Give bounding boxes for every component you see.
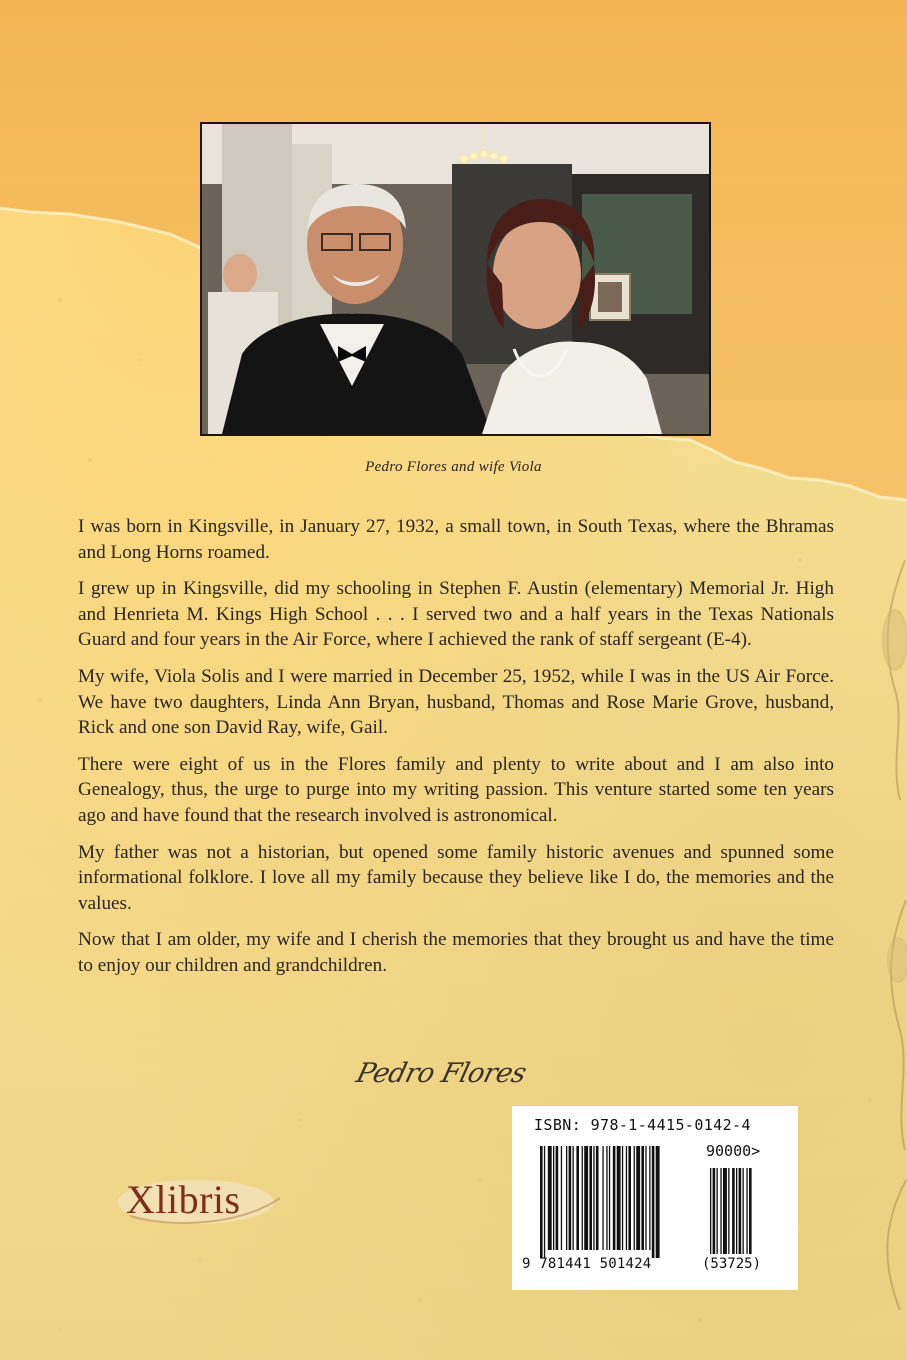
barcode-bar: [628, 1146, 631, 1250]
barcode-bar: [584, 1146, 588, 1250]
barcode-addon-bar: [717, 1168, 718, 1254]
barcode-bar: [553, 1146, 554, 1250]
barcode-addon-bar: [749, 1168, 752, 1254]
isbn-label: ISBN: 978-1-4415-0142-4: [534, 1116, 751, 1134]
barcode-addon-bar: [746, 1168, 747, 1254]
publisher-logo: [110, 1168, 290, 1232]
author-photo: [200, 122, 711, 436]
barcode-bar: [606, 1146, 607, 1250]
bio-paragraph: I was born in Kingsville, in January 27, 1932, a small town, in South Texas, where the Bhramas and Long Horns roamed.: [78, 516, 834, 563]
barcode-addon-bar: [713, 1168, 716, 1254]
price-code: 90000>: [706, 1142, 761, 1160]
barcode-bar: [556, 1146, 559, 1250]
barcode-bar: [626, 1146, 627, 1250]
barcode-bar: [596, 1146, 599, 1250]
barcode-bar: [617, 1146, 621, 1250]
barcode-bar: [544, 1146, 545, 1258]
barcode-addon-bar: [732, 1168, 735, 1254]
barcode-bar: [576, 1146, 579, 1250]
barcode-addon-bar: [736, 1168, 737, 1254]
author-bio: [78, 514, 834, 990]
barcode-bar: [609, 1146, 610, 1250]
barcode-bar: [622, 1146, 623, 1250]
photo-caption: Pedro Flores and wife Viola: [365, 459, 542, 475]
barcode-addon-bar: [739, 1168, 742, 1254]
barcode-bar: [602, 1146, 603, 1250]
barcode-bar: [589, 1146, 592, 1250]
bio-paragraph: Now that I am older, my wife and I cherish the memories that they brought us and have the time to enjoy our children and grandchildren.: [78, 929, 834, 976]
barcode-bar: [593, 1146, 594, 1250]
bio-paragraph: I grew up in Kingsville, did my schooling in Stephen F. Austin (elementary) Memorial Jr. High and Henrieta M. Kings High School . . . I served two and a half years in the Texas Nationals Guard and four years in the Air Force, where I achieved the rank of staff sergeant (E-4).: [78, 578, 834, 651]
barcode-bar: [566, 1146, 567, 1250]
barcode-bar: [656, 1146, 660, 1258]
publisher-logo-text: Xlibris: [126, 1177, 241, 1222]
barcode-addon-bar: [743, 1168, 744, 1254]
isbn-digits: 9 781441 501424: [522, 1256, 652, 1272]
price-digits: (53725): [702, 1256, 762, 1272]
bio-paragraph: My wife, Viola Solis and I were married in December 25, 1952, while I was in the US Air Force. We have two daughters, Linda Ann Bryan, husband, Thomas and Rose Marie Grove, husband, Rick and one son David Ray, wife, Gail.: [78, 665, 834, 739]
author-photo-illustration: [202, 124, 709, 434]
barcode-bar: [569, 1146, 572, 1250]
barcode-bar: [645, 1146, 646, 1250]
barcode-addon-bar: [728, 1168, 729, 1254]
barcode-bar: [636, 1146, 640, 1250]
bio-paragraph: My father was not a historian, but opened some family historic avenues and spunned some informational folklore. I love all my family because they believe like I do, the memories and the values.: [78, 841, 834, 914]
barcode-bar: [573, 1146, 574, 1250]
barcode-bar: [641, 1146, 644, 1250]
barcode-bar: [561, 1146, 562, 1250]
barcode-addon-bar: [720, 1168, 721, 1254]
barcode-addon-bar: [710, 1168, 711, 1254]
barcode-bar: [582, 1146, 583, 1250]
barcode-bars: [534, 1146, 784, 1258]
barcode-bar: [649, 1146, 650, 1250]
bio-paragraph: There were eight of us in the Flores family and plenty to write about and I am also into Genealogy, thus, the urge to purge into my writing passion. This venture started some ten years ago and have found that the research involved is astronomical.: [78, 753, 834, 826]
barcode-bar: [634, 1146, 635, 1250]
barcode-bar: [613, 1146, 616, 1250]
author-signature: Pedro Flores: [353, 1058, 530, 1089]
barcode-addon-bar: [723, 1168, 727, 1254]
barcode-bar: [652, 1146, 655, 1258]
barcode-bar: [540, 1146, 543, 1258]
isbn-barcode: [512, 1106, 798, 1290]
barcode-bar: [548, 1146, 552, 1250]
